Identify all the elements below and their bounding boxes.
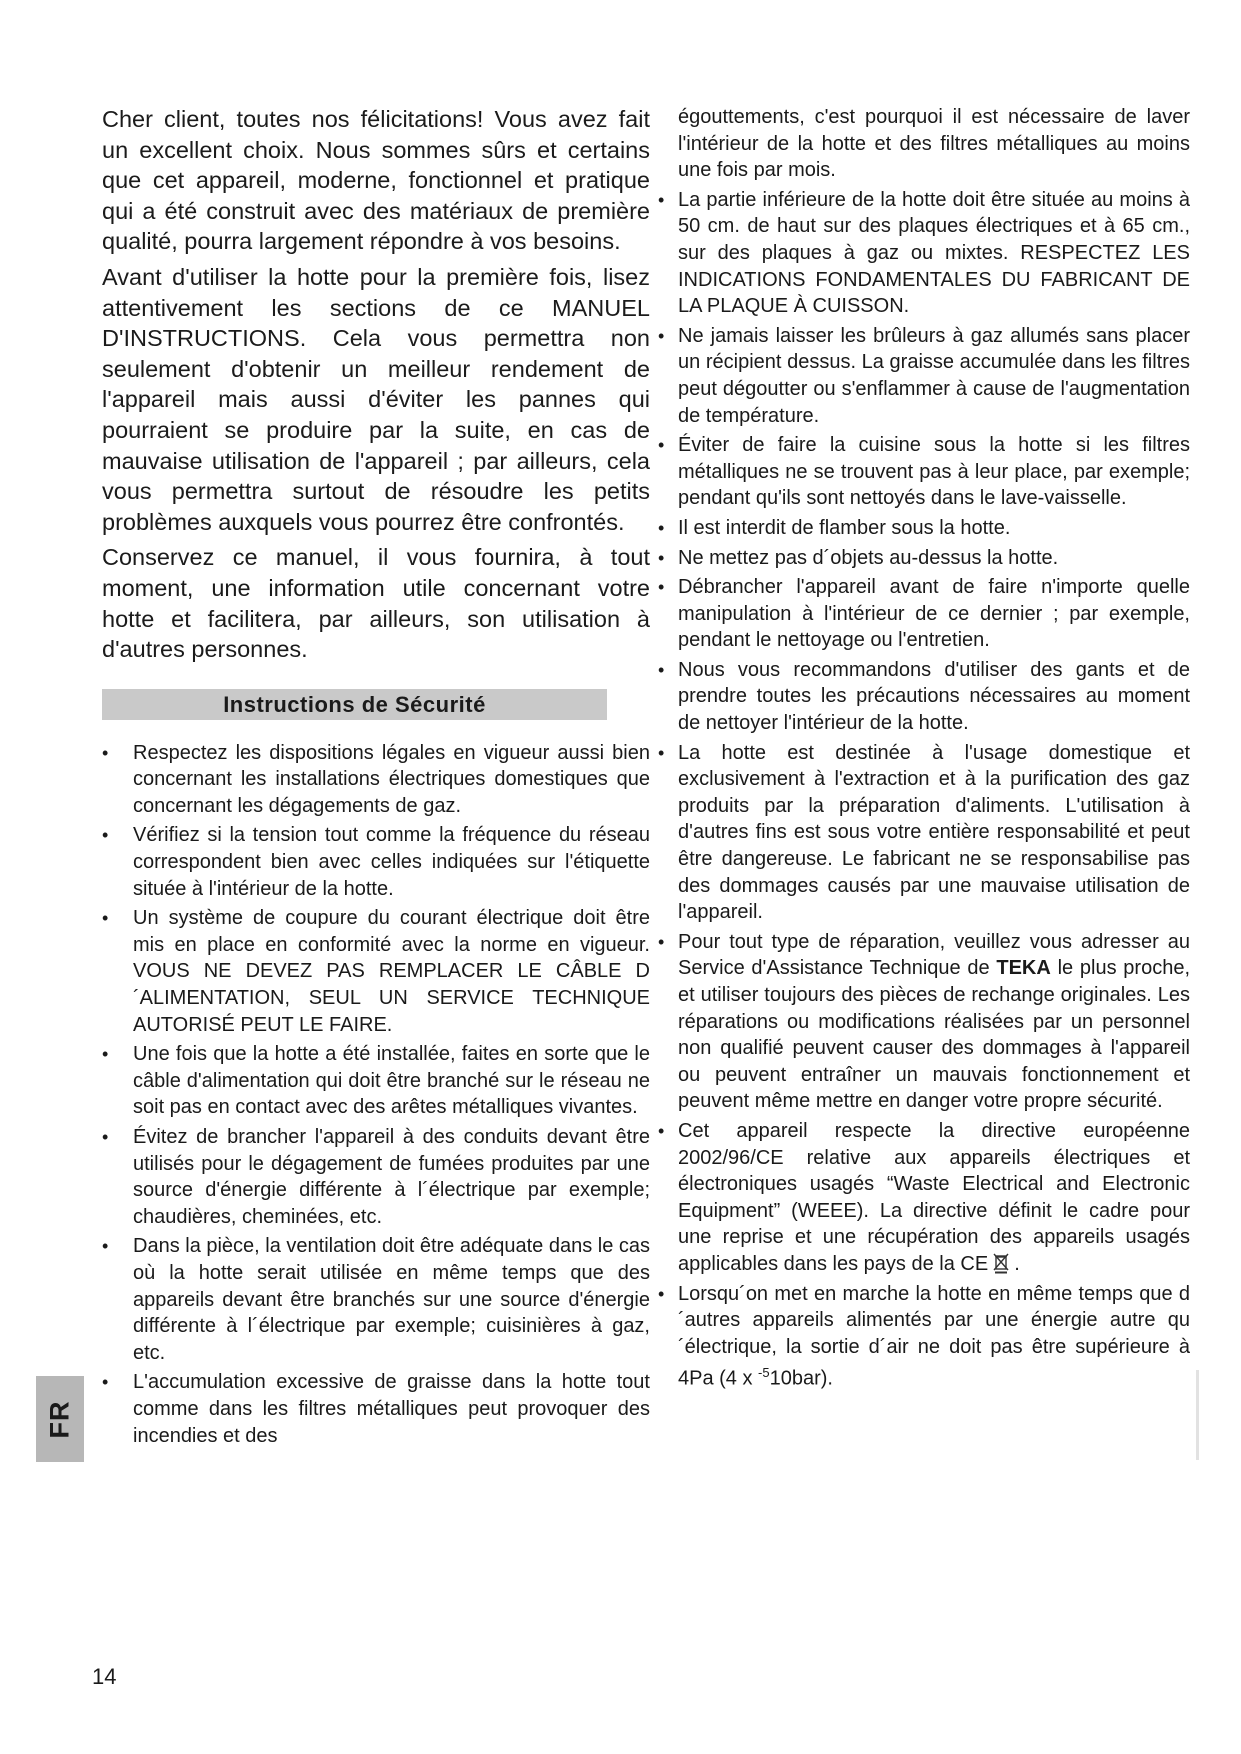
list-item-pressure: [658, 1281, 1190, 1393]
safety-list-left: [102, 740, 650, 1449]
list-item: • La hotte est destinée à l'usage domestique et exclusivement à l'extraction et à la purification des gaz produits par la préparation d'aliments. L'utilisation à d'autres fins est sous votre entière responsabilité et peut être dangereuse. Le fabricant ne se responsabilise pas des dommages causés par une mauvaise utilisation de l'appareil.: [658, 740, 1190, 926]
page-edge-mark: [1196, 1370, 1199, 1460]
right-column: [658, 104, 1190, 1396]
list-item: • Ne mettez pas d´objets au-dessus la hotte.: [658, 545, 1190, 572]
weee-text: .: [1014, 1252, 1020, 1275]
list-item: • Éviter de faire la cuisine sous la hotte si les filtres métalliques ne se trouvent pas à leur place, par exemple; pendant qu'ils sont nettoyés dans le lave-vaisselle.: [658, 432, 1190, 512]
intro-paragraph: Cher client, toutes nos félicitations! Vous avez fait un excellent choix. Nous sommes sûrs et certains que cet appareil, moderne, fonctionnel et pratique qui a été construit avec des matériaux de première qualité, pourra largement répondre à vos besoins.: [102, 106, 650, 255]
list-item-repair: [658, 929, 1190, 1115]
repair-text: le plus proche, et utiliser toujours des pièces de rechange originales. Les réparations ou modifications réalisées par un personnel non qualifié peuvent causer des dommages à l'appareil ou peuvent entraîner un mauvais fonctionnement et peuvent même mettre en danger votre propre sécurité.: [678, 957, 1191, 1113]
language-tab: [36, 1376, 84, 1462]
list-item: • Ne jamais laisser les brûleurs à gaz allumés sans placer un récipient dessus. La graisse accumulée dans les filtres peut dégoutter ou s'enflammer à cause de l'augmentation de température.: [658, 323, 1190, 429]
list-item: • Un système de coupure du courant électrique doit être mis en place en conformité avec la norme en vigueur. VOUS NE DEVEZ PAS REMPLACER LE CÂBLE D´ALIMENTATION, SEUL UN SERVICE TECHNIQUE AUTORISÉ PEUT LE FAIRE.: [102, 905, 650, 1038]
list-item: • Nous vous recommandons d'utiliser des gants et de prendre toutes les précautions nécessaires au moment de nettoyer l'intérieur de la hotte.: [658, 657, 1190, 737]
page-number: 14: [92, 1664, 117, 1689]
intro-paragraph: Conservez ce manuel, il vous fournira, à tout moment, une information utile concernant votre hotte et facilitera, par ailleurs, son utilisation à d'autres personnes.: [102, 544, 650, 663]
list-item: • Vérifiez si la tension tout comme la fréquence du réseau correspondent bien avec celles indiquées sur l'étiquette située à l'intérieur de la hotte.: [102, 822, 650, 902]
list-item: • L'accumulation excessive de graisse dans la hotte tout comme dans les filtres métalliques peut provoquer des incendies et des: [102, 1369, 650, 1449]
brand-name: TEKA: [996, 957, 1051, 980]
pressure-exponent: -5: [758, 1365, 770, 1381]
list-item: • La partie inférieure de la hotte doit être située au moins à 50 cm. de haut sur des plaques électriques et à 65 cm., sur des plaques à gaz ou mixtes. RESPECTEZ LES INDICATIONS FONDAMENTALES DU FABRICANT DE LA PLAQUE À CUISSON.: [658, 187, 1190, 320]
section-title: Instructions de Sécurité: [102, 689, 607, 720]
left-column: [102, 104, 650, 1452]
list-item-weee: [658, 1118, 1190, 1278]
intro: [102, 104, 650, 665]
pressure-text: Lorsqu´on met en marche la hotte en même temps que d´autres appareils alimentés par une énergie autre qu´électrique, la sortie d´air ne doit pas être supérieure à 4Pa (4 x: [678, 1282, 1190, 1390]
list-item: • Respectez les dispositions légales en vigueur aussi bien concernant les installations électriques domestiques que concernant les dégagements de gaz.: [102, 740, 650, 820]
intro-paragraph: Avant d'utiliser la hotte pour la première fois, lisez attentivement les sections de ce MANUEL D'INSTRUCTIONS. Cela vous permettra non seulement d'obtenir un meilleur rendement de l'appareil mais aussi d'éviter les pannes qui pourraient se produire par la suite, en cas de mauvaise utilisation de l'appareil ; par ailleurs, cela vous permettra surtout de résoudre les petits problèmes auxquels vous pourrez être confrontés.: [102, 263, 650, 535]
language-label: FR: [44, 1400, 75, 1438]
crossed-bin-icon: [992, 1252, 1010, 1274]
safety-list-right: [658, 187, 1190, 1393]
list-item: • Évitez de brancher l'appareil à des conduits devant être utilisés pour le dégagement de fumées produites par une source d'énergie différente à l´électrique par exemple; chaudières, cheminées, etc.: [102, 1124, 650, 1230]
list-item: • Dans la pièce, la ventilation doit être adéquate dans le cas où la hotte serait utilisée en même temps que des appareils devant être branchés sur une source d'énergie différente à l´électrique par exemple; cuisinières à gaz, etc.: [102, 1233, 650, 1366]
list-item: • Débrancher l'appareil avant de faire n'importe quelle manipulation à l'intérieur de ce dernier ; par exemple, pendant le nettoyage ou l'entretien.: [658, 574, 1190, 654]
list-item: • Une fois que la hotte a été installée, faites en sorte que le câble d'alimentation qui doit être branché sur le réseau ne soit pas en contact avec des arêtes métalliques vivantes.: [102, 1041, 650, 1121]
pressure-text: 10bar).: [769, 1367, 833, 1390]
weee-text: Cet appareil respecte la directive européenne 2002/96/CE relative aux appareils électriques et électroniques usagés “Waste Electrical and Electronic Equipment” (WEEE). La directive définit le cadre pour une reprise et une récupération des appareils usagés applicables dans les pays de la CE: [678, 1119, 1190, 1275]
repair-text: Pour tout type de réparation, veuillez vous adresser au Service d'Assistance Technique de: [678, 930, 1190, 980]
list-item: • Il est interdit de flamber sous la hotte.: [658, 515, 1190, 542]
list-item-continuation: égouttements, c'est pourquoi il est nécessaire de laver l'intérieur de la hotte et des filtres métalliques au moins une fois par mois.: [678, 106, 1190, 182]
